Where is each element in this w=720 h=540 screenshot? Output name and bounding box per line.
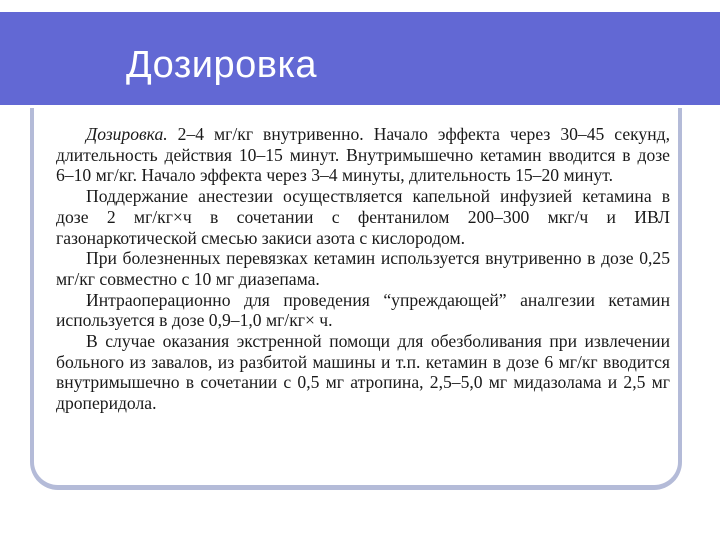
paragraph-dosage-text: 2–4 мг/кг внутривенно. Начало эффекта через 30–45 секунд, длительность действия 10–15 минут. Внутримышечно кетамин вводится в дозе 6–10 мг/кг. Начало эффекта через 3–4 минуты, длительность 15–20 минут. [56, 124, 670, 186]
paragraph-intraoperative: Интраоперационно для проведения “упреждающей” аналгезии кетамин используется в дозе 0,9–1,0 мг/кг× ч. [56, 289, 670, 331]
paragraph-dressings: При болезненных перевязках кетамин используется внутривенно в дозе 0,25 мг/кг совместно с 10 мг диазепама. [56, 248, 670, 289]
slide-title: Дозировка [126, 44, 318, 86]
paragraph-dosage-lead: Дозировка. [86, 124, 168, 144]
paragraph-maintenance: Поддержание анестезии осуществляется капельной инфузией кетамина в дозе 2 мг/кг×ч в сочетании с фентанилом 200–300 мкг/ч и ИВЛ газонаркотической смесью закиси азота с кислородом. [56, 186, 670, 248]
paragraph-dosage [56, 124, 670, 186]
paragraph-emergency: В случае оказания экстренной помощи для обезболивания при извлечении больного из завалов, из разбитой машины и т.п. кетамин в дозе 6 мг/кг вводится внутримышечно в сочетании с 0,5 мг атропина, 2,5–5,0 мг мидазолама и 2,5 мг дроперидола. [56, 331, 670, 414]
title-bar [0, 12, 720, 105]
content-text [56, 124, 670, 414]
